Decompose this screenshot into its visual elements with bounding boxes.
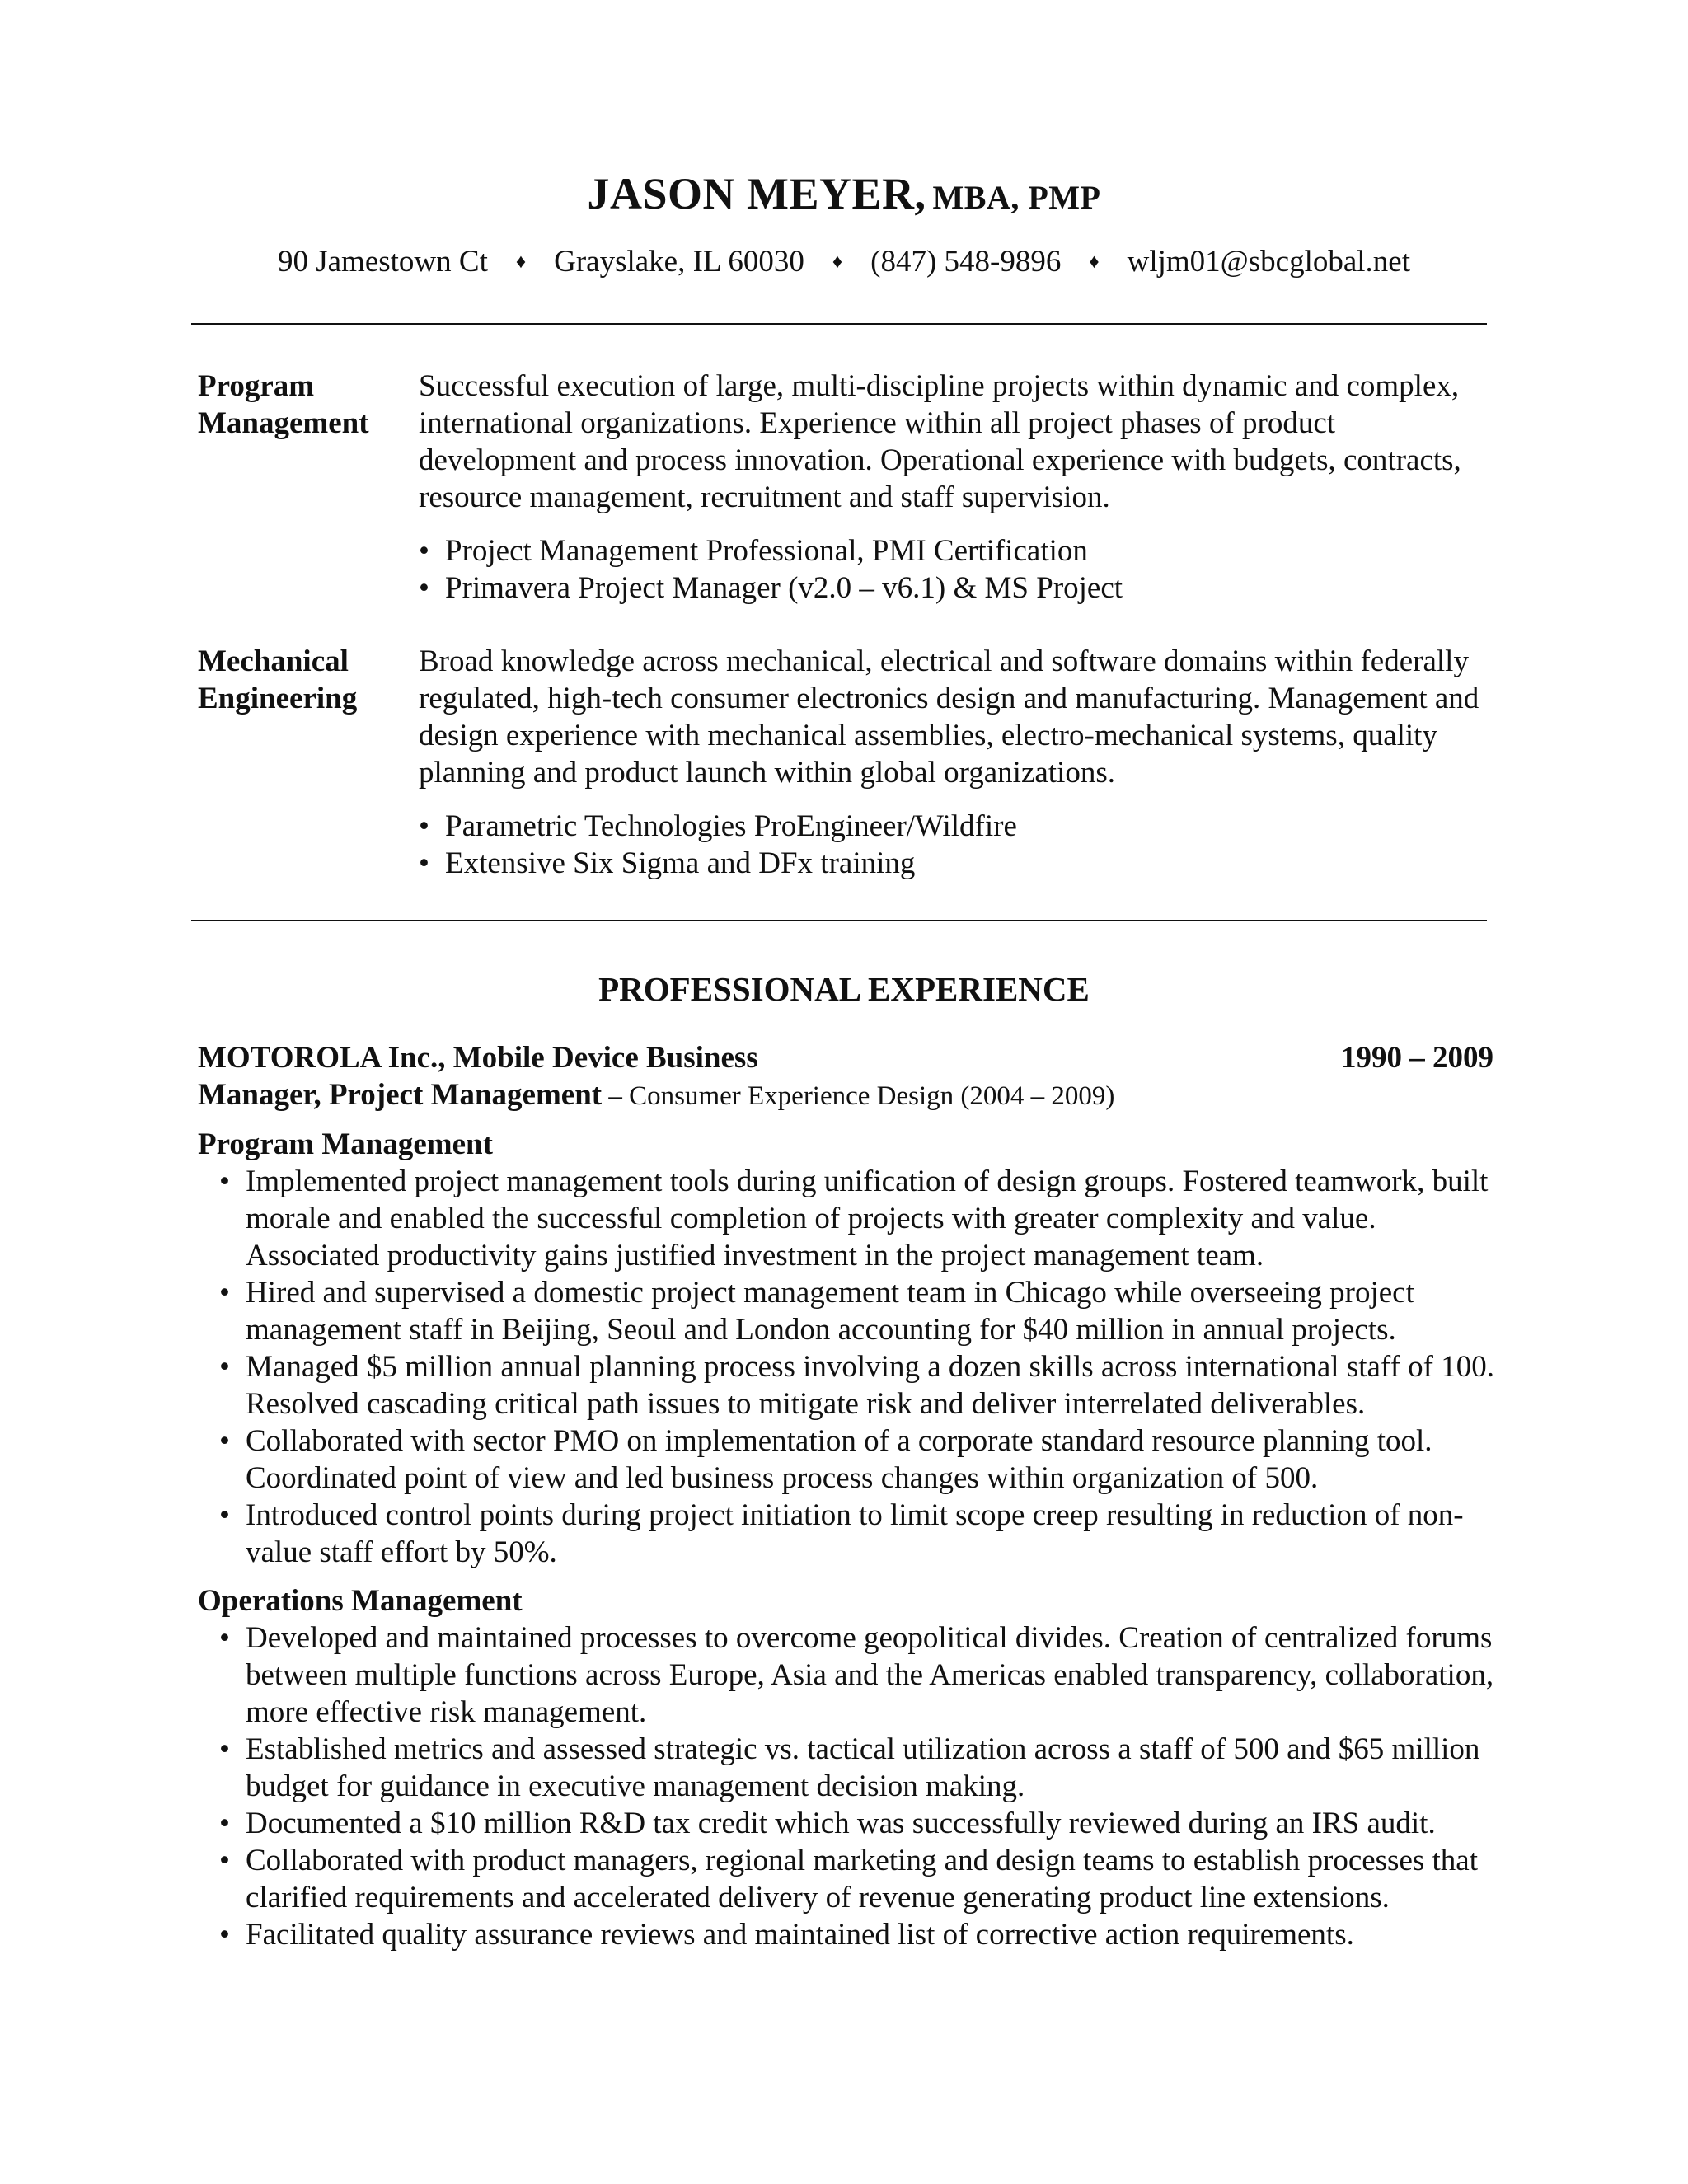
bullet-icon: • <box>219 1165 230 1198</box>
skill-summary: Successful execution of large, multi-discipline projects within dynamic and complex, international organizations. Experience within all project phases of product development and process innovation. Operational experience with budgets, contracts, resource management, recruitment and staff supervision. <box>419 369 1461 514</box>
list-item-text: Documented a $10 million R&D tax credit which was successfully reviewed during an IRS audit. <box>246 1807 1436 1840</box>
list-item <box>419 845 1498 882</box>
experience-bullet-list <box>198 1619 1500 1953</box>
bullet-icon: • <box>219 1918 230 1952</box>
experience-section-operations-management <box>198 1582 1500 1953</box>
list-item-text: Parametric Technologies ProEngineer/Wildfire <box>445 809 1017 843</box>
skill-label-line: Mechanical <box>198 644 349 678</box>
list-item-text: Hired and supervised a domestic project management team in Chicago while overseeing project management staff in Beijing, Seoul and London accounting for $40 million in annual projects. <box>246 1276 1414 1347</box>
list-item-text: Extensive Six Sigma and DFx training <box>445 846 916 880</box>
list-item-text: Collaborated with product managers, regional marketing and design teams to establish processes that clarified requirements and accelerated delivery of revenue generating product line extensions. <box>246 1844 1479 1915</box>
experience-bullet-list <box>198 1163 1500 1571</box>
list-item-text: Managed $5 million annual planning process involving a dozen skills across international staff of 100. Resolved cascading critical path issues to mitigate risk and deliver interrelated deliverables. <box>246 1350 1494 1421</box>
bullet-icon: • <box>219 1498 230 1532</box>
list-item <box>198 1916 1500 1953</box>
bullet-icon: • <box>419 809 429 843</box>
candidate-credentials: MBA, PMP <box>932 179 1101 216</box>
bullet-icon: • <box>219 1807 230 1840</box>
contact-address: 90 Jamestown Ct <box>277 245 488 279</box>
list-item <box>198 1274 1500 1348</box>
company-dates: 1990 – 2009 <box>1341 1041 1493 1075</box>
list-item <box>198 1422 1500 1497</box>
bullet-icon: • <box>219 1844 230 1877</box>
list-item <box>198 1842 1500 1916</box>
role-department: – Consumer Experience Design (2004 – 2009) <box>602 1081 1115 1111</box>
contact-line <box>0 244 1688 279</box>
list-item-text: Implemented project management tools during unification of design groups. Fostered teamwork, built morale and enabled the successful completion of projects with greater complexity and value. Associated productivity gains justified investment in the project management team. <box>246 1165 1489 1272</box>
experience-section-title: Program Management <box>198 1127 493 1161</box>
bullet-icon: • <box>419 846 429 880</box>
diamond-separator-icon: ♦ <box>515 251 527 273</box>
skill-body <box>419 368 1498 607</box>
contact-email[interactable]: wljm01@sbcglobal.net <box>1127 245 1411 279</box>
list-item-text: Primavera Project Manager (v2.0 – v6.1) & MS Project <box>445 571 1123 605</box>
skill-label-line: Program <box>198 369 315 403</box>
skill-label <box>198 643 412 717</box>
skill-bullet-list <box>419 532 1498 607</box>
diamond-separator-icon: ♦ <box>1089 251 1100 273</box>
skill-label-line: Management <box>198 406 369 440</box>
list-item <box>419 532 1498 569</box>
candidate-name: JASON MEYER, <box>587 169 926 218</box>
list-item <box>419 569 1498 607</box>
list-item-text: Introduced control points during project initiation to limit scope creep resulting in reduction of non-value staff effort by 50%. <box>246 1498 1464 1569</box>
list-item <box>198 1619 1500 1731</box>
list-item <box>198 1805 1500 1842</box>
skill-body <box>419 643 1498 882</box>
list-item-text: Collaborated with sector PMO on implementation of a corporate standard resource planning tool. Coordinated point of view and led business process changes within organization of 500. <box>246 1424 1432 1495</box>
company-line <box>198 1040 1493 1076</box>
list-item <box>198 1497 1500 1571</box>
skill-label-line: Engineering <box>198 682 358 715</box>
section-heading-professional-experience: PROFESSIONAL EXPERIENCE <box>598 970 1090 1008</box>
candidate-name-heading <box>0 168 1688 219</box>
company-name: MOTOROLA Inc., Mobile Device Business <box>198 1041 758 1075</box>
bullet-icon: • <box>219 1424 230 1458</box>
bullet-icon: • <box>219 1350 230 1384</box>
diamond-separator-icon: ♦ <box>832 251 843 273</box>
role-line <box>198 1077 1114 1113</box>
experience-section-program-management <box>198 1126 1500 1571</box>
list-item <box>198 1163 1500 1274</box>
skill-summary: Broad knowledge across mechanical, electrical and software domains within federally regulated, high-tech consumer electronics design and manufacturing. Management and design experience with mechanical assemblies, electro-mechanical systems, quality planning and product launch within global organizations. <box>419 644 1479 790</box>
skill-bullet-list <box>419 808 1498 882</box>
contact-phone: (847) 548-9896 <box>870 245 1062 279</box>
list-item-text: Facilitated quality assurance reviews and maintained list of corrective action requirements. <box>246 1918 1354 1952</box>
bullet-icon: • <box>419 571 429 605</box>
top-divider <box>191 323 1487 325</box>
bullet-icon: • <box>219 1732 230 1766</box>
list-item-text: Project Management Professional, PMI Certification <box>445 534 1088 568</box>
experience-section-title: Operations Management <box>198 1584 523 1618</box>
bullet-icon: • <box>419 534 429 568</box>
list-item <box>198 1731 1500 1805</box>
list-item <box>198 1348 1500 1422</box>
list-item-text: Developed and maintained processes to overcome geopolitical divides. Creation of centralized forums between multiple functions across Europe, Asia and the Americas enabled transparency, collaboration, more effective risk management. <box>246 1621 1494 1729</box>
contact-city: Grayslake, IL 60030 <box>554 245 804 279</box>
bullet-icon: • <box>219 1621 230 1655</box>
role-title: Manager, Project Management <box>198 1078 603 1112</box>
list-item-text: Established metrics and assessed strategic vs. tactical utilization across a staff of 500 and $65 million budget for guidance in executive management decision making. <box>246 1732 1480 1803</box>
list-item <box>419 808 1498 845</box>
skill-label <box>198 368 412 442</box>
bullet-icon: • <box>219 1276 230 1310</box>
middle-divider <box>191 920 1487 921</box>
